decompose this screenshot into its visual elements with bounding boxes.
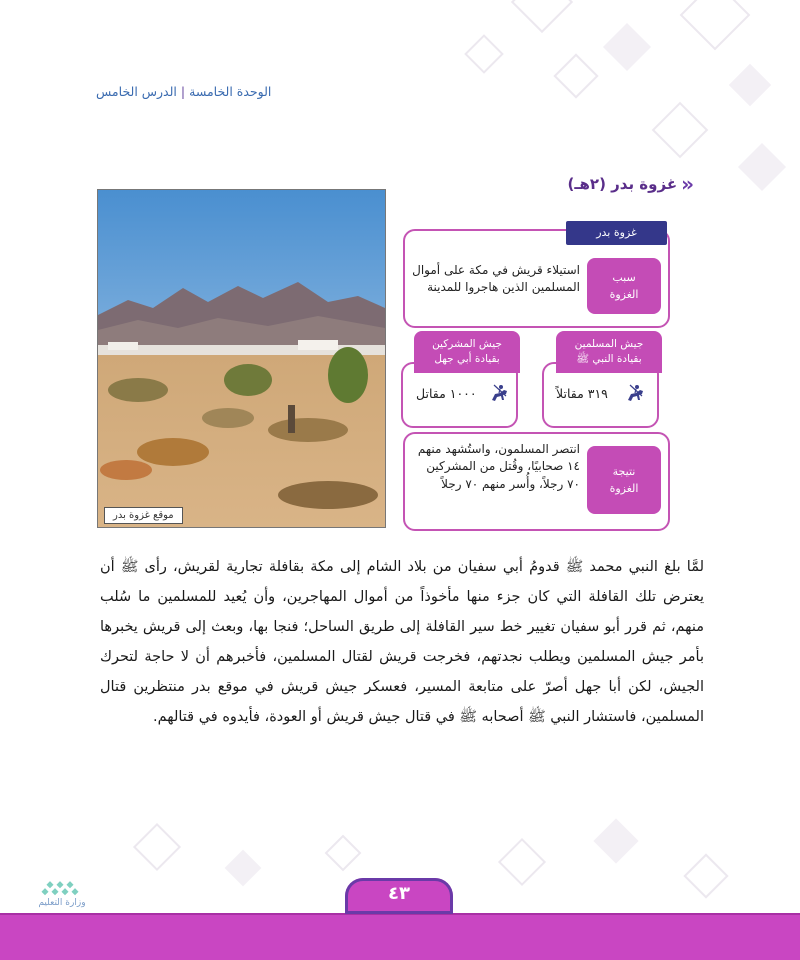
unit-label: الوحدة الخامسة [189,84,272,99]
page-number: ٤٣ [388,883,410,904]
decor-diamond [133,823,181,871]
decor-diamond [498,838,546,886]
photo-caption: موقع غزوة بدر [104,507,183,524]
decor-diamond [683,853,728,898]
badr-site-photo [97,189,386,528]
decor-diamond [680,0,751,50]
running-header [96,84,271,99]
decor-diamond [511,0,573,33]
mushrik-army-count: ١٠٠٠ مقاتل [416,386,477,401]
cause-label-line1: سبب [612,270,636,284]
logo-text: وزارة التعليم [38,898,86,908]
decor-diamond [738,143,786,191]
body-paragraph: لمَّا بلغ النبي محمد ﷺ قدومُ أبي سفيان من بلاد الشام إلى مكة بقافلة تجارية لقريش، رأى ﷺ أن يعترض تلك القافلة التي كان جزء منها مأخوذاً من أموال المهاجرين، وأن يُعيد للمسلمين ما سُلب منهم، ثم قرر أبو سفيان تغيير خط سير القافلة إلى طريق الساحل؛ فنجا بها، وبعث إلى قريش يخبرها بأمر جيش المسلمين ويطلب نجدتهم، فخرجت قريش لقتال المسلمين، فأخبرهم أن لا حاجة لتحرك الجيش، لكن أبا جهل أصرّ على متابعة المسير، فعسكر جيش قريش في موقع بدر منتظرين قتال المسلمين، فاستشار النبي ﷺ أصحابه ﷺ في قتال جيش قريش أو العودة، فأيدوه في قتالهم. [100,559,704,725]
muslim-army-label-line1: جيش المسلمين [574,338,644,351]
decor-diamond [464,34,504,74]
decor-diamond [603,23,651,71]
lesson-label: الدرس الخامس [96,84,177,99]
header-separator: | [180,84,186,99]
cause-label [587,258,661,314]
decor-diamond [325,835,362,872]
cause-text: استيلاء قريش في مكة على أموال المسلمين الذين هاجروا للمدينة [412,263,580,294]
landscape-illustration [98,190,385,527]
muslim-army-count: ٣١٩ مقاتلاً [556,386,608,401]
result-label-line2: الغزوة [609,482,639,495]
decor-diamond [225,850,262,887]
result-text: انتصر المسلمون، واستُشهد منهم ١٤ صحابيًا، وقُتل من المشركين ٧٠ رجلاً، وأُسر منهم ٧٠ رجلاً [417,442,580,491]
diagram-title-tag: غزوة بدر [566,221,667,245]
cause-label-line2: الغزوة [609,288,639,301]
horse-rider-icon [624,382,648,406]
result-label [587,446,661,514]
section-title: غزوة بدر (٢هـ) [567,175,678,193]
decor-diamond [652,102,709,159]
horse-rider-icon [488,382,512,406]
double-chevron-left-icon: « [681,172,694,196]
muslim-army-label [556,331,662,373]
mushrik-army-label [414,331,520,373]
footer-band [0,915,800,960]
section-heading [568,174,694,194]
mushrik-army-label-line1: جيش المشركين [432,338,502,351]
decor-diamond [729,64,771,106]
decor-diamond [593,818,638,863]
muslim-army-label-line2: بقيادة النبي ﷺ [576,353,642,365]
result-label-line1: نتيجة [612,464,636,478]
mushrik-army-label-line2: بقيادة أبي جهل [434,353,500,365]
decor-diamond [553,53,598,98]
